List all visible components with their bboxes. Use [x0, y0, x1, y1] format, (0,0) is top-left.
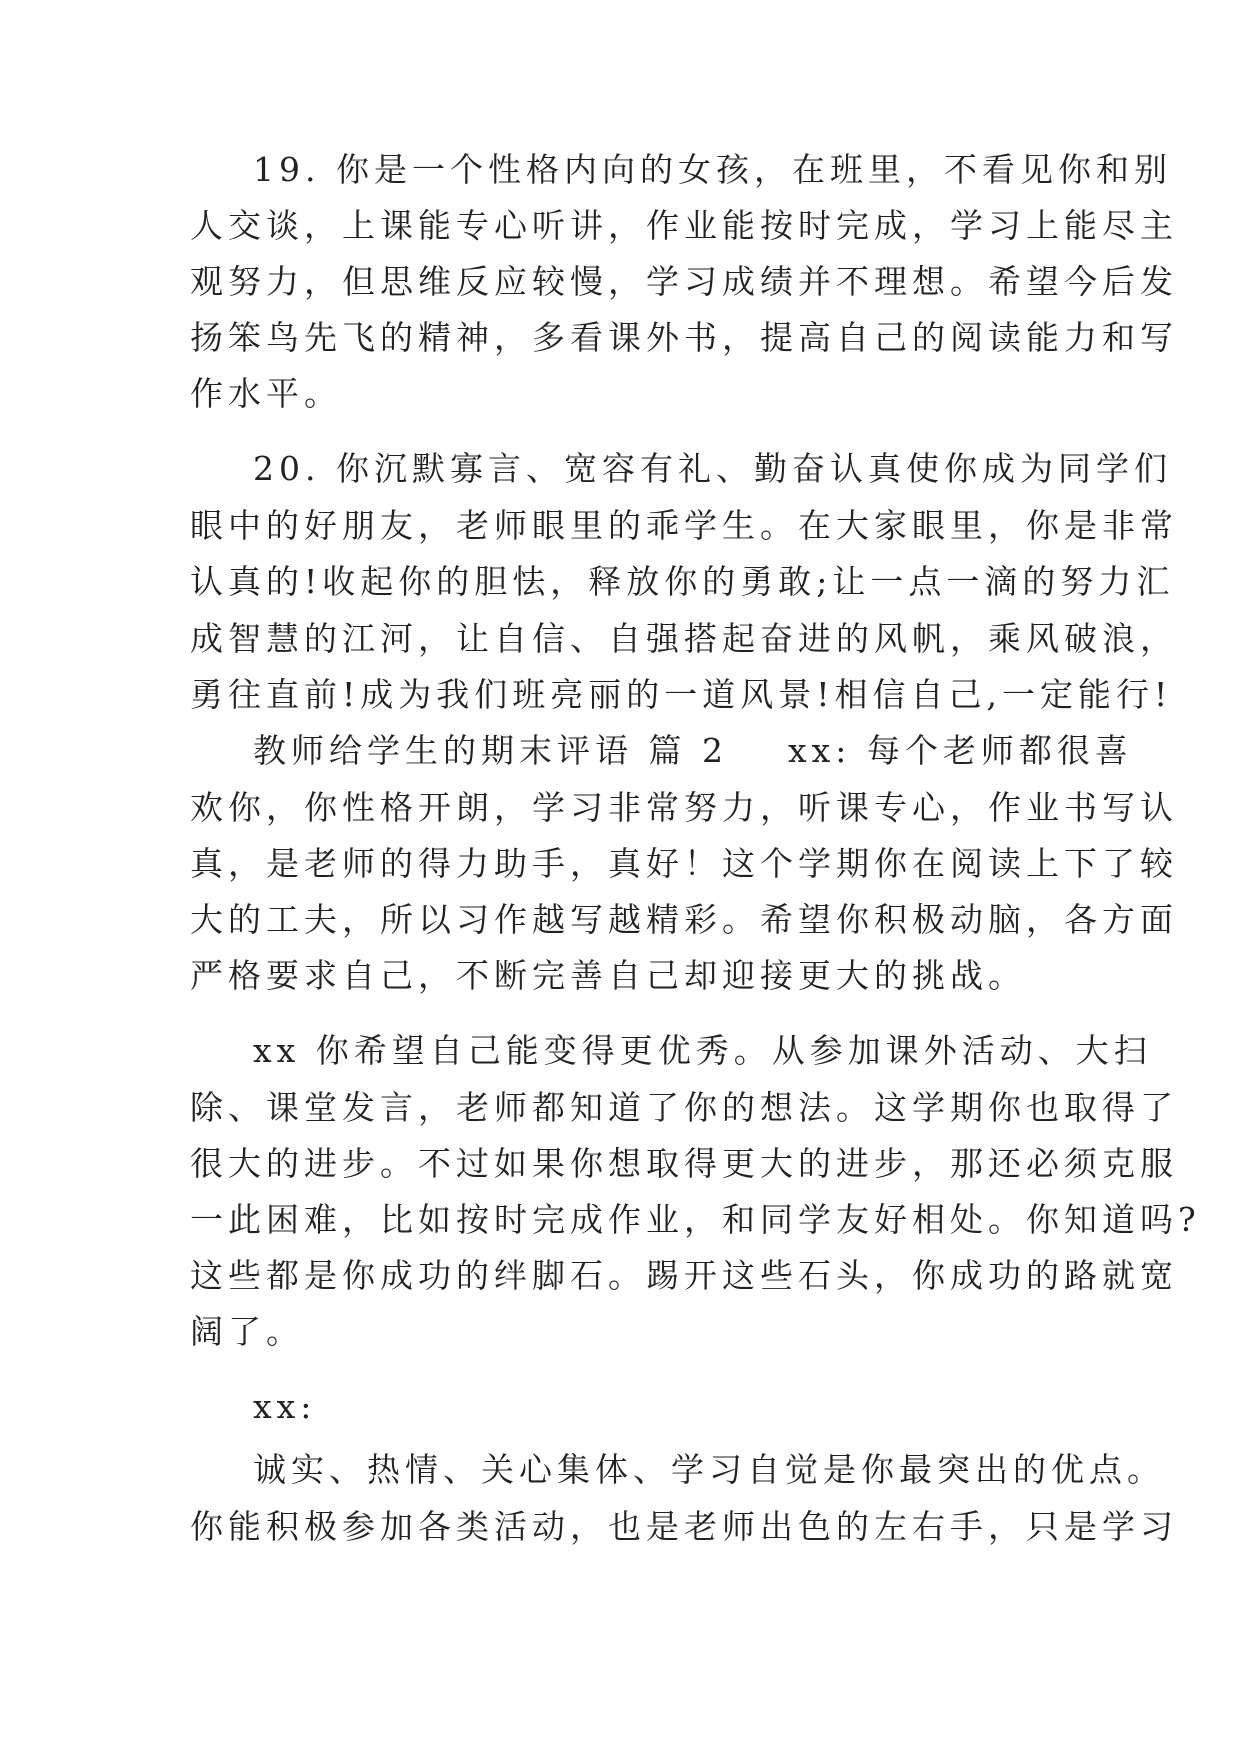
- paragraph-line: 认真的!收起你的胆怯，释放你的勇敢;让一点一滴的努力汇: [190, 562, 1175, 601]
- paragraph-line: 大的工夫，所以习作越写越精彩。希望你积极动脑，各方面: [190, 900, 1178, 939]
- paragraph-line: 除、课堂发言，老师都知道了你的想法。这学期你也取得了: [190, 1088, 1178, 1127]
- paragraph-line: 诚实、热情、关心集体、学习自觉是你最突出的优点。: [253, 1450, 1165, 1489]
- paragraph-line: 一此困难，比如按时完成作业，和同学友好相处。你知道吗?: [190, 1200, 1201, 1239]
- paragraph-line: 眼中的好朋友，老师眼里的乖学生。在大家眼里，你是非常: [190, 506, 1178, 545]
- paragraph-line: 勇往直前!成为我们班亮丽的一道风景!相信自己,一定能行!: [190, 675, 1173, 714]
- paragraph-line: 阔了。: [190, 1312, 304, 1351]
- section-heading: 教师给学生的期末评语 篇 2: [253, 731, 728, 770]
- paragraph-line: 真，是老师的得力助手，真好！这个学期你在阅读上下了较: [190, 844, 1178, 883]
- paragraph-line: 这些都是你成功的绊脚石。踢开这些石头，你成功的路就宽: [190, 1256, 1178, 1295]
- paragraph-line: 你能积极参加各类活动，也是老师出色的左右手，只是学习: [190, 1507, 1178, 1546]
- heading-continuation: xx: 每个老师都很喜: [787, 731, 1133, 770]
- section-heading-line: [253, 731, 1133, 771]
- paragraph-line: 观努力，但思维反应较慢，学习成绩并不理想。希望今后发: [190, 262, 1178, 301]
- paragraph-line: 扬笨鸟先飞的精神，多看课外书，提高自己的阅读能力和写: [190, 318, 1178, 357]
- paragraph-line: 欢你，你性格开朗，学习非常努力，听课专心，作业书写认: [190, 788, 1178, 827]
- paragraph-line: xx:: [253, 1387, 317, 1426]
- paragraph-line: 19. 你是一个性格内向的女孩，在班里，不看见你和别: [253, 150, 1172, 189]
- paragraph-line: 严格要求自己，不断完善自己却迎接更大的挑战。: [190, 956, 1026, 995]
- paragraph-line: 人交谈，上课能专心听讲，作业能按时完成，学习上能尽主: [190, 206, 1178, 245]
- paragraph-line: 作水平。: [190, 374, 342, 413]
- paragraph-line: 20. 你沉默寡言、宽容有礼、勤奋认真使你成为同学们: [253, 449, 1172, 488]
- paragraph-line: 很大的进步。不过如果你想取得更大的进步，那还必须克服: [190, 1144, 1178, 1183]
- paragraph-line: xx 你希望自己能变得更优秀。从参加课外活动、大扫: [253, 1031, 1152, 1070]
- paragraph-line: 成智慧的江河，让自信、自强搭起奋进的风帆，乘风破浪，: [190, 619, 1178, 658]
